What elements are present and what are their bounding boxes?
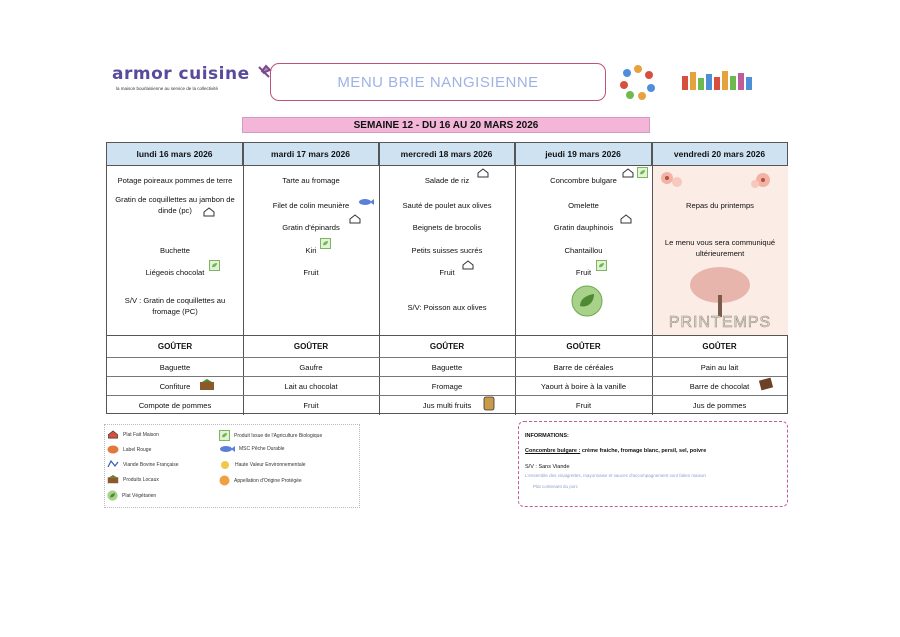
snack-item: Confiture	[159, 382, 191, 391]
gouter-label: GOÛTER	[293, 342, 329, 351]
brand-logo: armor cuisine	[112, 64, 250, 84]
info-box	[518, 421, 788, 507]
organic-icon	[209, 260, 220, 271]
snack-item: Baguette	[159, 363, 191, 372]
organic-icon	[637, 167, 648, 178]
msc-fish-icon	[219, 445, 235, 453]
msc-fish-icon	[358, 198, 374, 206]
menu-item: Concombre bulgare	[550, 176, 617, 185]
homemade-icon	[462, 260, 474, 270]
gouter-label: GOÛTER	[429, 342, 465, 351]
hve-icon	[219, 460, 231, 470]
legend-label: Label Rouge	[123, 446, 152, 453]
children-circle-icon	[620, 64, 656, 100]
vegetarian-icon	[571, 285, 603, 317]
aop-icon	[219, 475, 230, 486]
snack-item: Jus multi fruits	[422, 401, 472, 410]
menu-item: Fruit	[439, 268, 455, 277]
french-beef-icon	[107, 460, 119, 469]
day-header-monday: lundi 16 mars 2026	[107, 143, 243, 166]
menu-item: Fruit	[575, 268, 592, 277]
snack-item: Lait au chocolat	[284, 382, 338, 391]
gouter-label: GOÛTER	[702, 342, 737, 351]
legend-label: Plat Fait Maison	[123, 431, 159, 438]
snack-item: Pain au lait	[700, 363, 739, 372]
info-value: crème fraiche, fromage blanc, persil, sel, poivre	[581, 448, 707, 454]
spring-meal-title: Repas du printemps	[686, 201, 754, 210]
menu-item: Beignets de brocolis	[412, 223, 482, 232]
day-header-friday: vendredi 20 mars 2026	[652, 143, 787, 166]
menu-item: Kiri	[305, 246, 317, 255]
menu-item: Buchette	[160, 246, 190, 255]
blossom-tree-icon	[687, 265, 753, 317]
legend-label: Viande Bovine Française	[123, 461, 179, 468]
snack-item: Gaufre	[299, 363, 323, 372]
menu-table	[106, 142, 788, 414]
legend	[104, 424, 360, 508]
info-line: Plat contenant du porc	[533, 484, 579, 489]
homemade-icon	[620, 214, 632, 224]
gouter-label: GOÛTER	[566, 342, 601, 351]
info-line: S/V : Sans Viande	[525, 464, 570, 470]
menu-item: Tarte au fromage	[282, 176, 340, 185]
week-banner: SEMAINE 12 - DU 16 AU 20 MARS 2026	[242, 117, 650, 133]
day-header-thursday: jeudi 19 mars 2026	[515, 143, 652, 166]
legend-label: Plat Végétarien	[122, 492, 157, 499]
menu-item: Potage poireaux pommes de terre	[117, 176, 233, 185]
legend-label: Appellation d'Origine Protégée	[234, 477, 302, 484]
menu-item: Chantaillou	[564, 246, 603, 255]
chocolate-icon	[758, 377, 774, 391]
menu-item: S/V : Gratin de coquillettes au fromage (PC)	[124, 296, 226, 316]
homemade-icon	[477, 168, 489, 178]
snack-item: Fruit	[575, 401, 592, 410]
homemade-icon	[203, 207, 215, 217]
menu-item: Sauté de poulet aux olives	[402, 201, 492, 210]
info-line: L'ensemble des vinaigrettes, mayonnaise et sauces d'accompagnement sont faites maison	[525, 473, 706, 478]
snack-item: Barre de céréales	[553, 363, 614, 372]
vegetarian-icon	[107, 490, 118, 501]
spring-meal-note: Le menu vous sera communiqué ultérieurement	[664, 238, 776, 258]
legend-label: Haute Valeur Environnementale	[235, 462, 306, 468]
menu-item: Gratin d'épinards	[282, 223, 340, 232]
info-key: Concombre bulgare :	[525, 448, 581, 454]
snack-item: Fruit	[303, 401, 319, 410]
menu-item: Fruit	[303, 268, 319, 277]
legend-label: MSC Pêche Durable	[239, 446, 285, 452]
menu-item: Petits suisses sucrés	[411, 246, 483, 255]
snack-item: Baguette	[431, 363, 463, 372]
juice-icon	[482, 395, 496, 411]
kids-logo-icon	[680, 68, 754, 96]
snack-item: Barre de chocolat	[689, 382, 750, 391]
homemade-icon	[622, 168, 634, 178]
legend-label: Produits Locaux	[123, 476, 159, 483]
blossom-icon	[747, 168, 779, 192]
menu-item: Omelette	[568, 201, 599, 210]
menu-item: Salade de riz	[424, 176, 470, 185]
menu-item: Gratin de coquillettes au jambon de dinde (pc)	[115, 195, 235, 215]
organic-icon	[596, 260, 607, 271]
gouter-label: GOÛTER	[157, 342, 193, 351]
snack-item: Compote de pommes	[138, 401, 212, 410]
local-product-icon	[107, 475, 119, 484]
snack-item: Yaourt à boire à la vanille	[540, 382, 627, 391]
day-header-tuesday: mardi 17 mars 2026	[243, 143, 379, 166]
blossom-icon	[657, 168, 689, 192]
snack-item: Fromage	[431, 382, 463, 391]
info-title: INFORMATIONS:	[525, 433, 569, 439]
local-product-icon	[199, 379, 215, 391]
menu-item: Liégeois chocolat	[145, 268, 205, 277]
brand-tagline: la maison bourlaisienne au service de la collectivité	[116, 86, 219, 91]
organic-icon	[219, 430, 230, 441]
menu-item: Gratin dauphinois	[553, 223, 614, 232]
organic-icon	[320, 238, 331, 249]
legend-label: Produit Issue de l'Agriculture Biologique	[234, 432, 323, 439]
snack-item: Jus de pommes	[692, 401, 747, 410]
homemade-icon	[349, 214, 361, 224]
label-rouge-icon	[107, 445, 119, 454]
day-header-wednesday: mercredi 18 mars 2026	[379, 143, 515, 166]
menu-item: S/V: Poisson aux olives	[407, 303, 487, 312]
menu-title: MENU BRIE NANGISIENNE	[270, 63, 606, 101]
homemade-icon	[107, 430, 119, 439]
menu-item: Filet de colin meunière	[272, 201, 350, 210]
spring-banner: PRINTEMPS	[668, 314, 772, 331]
